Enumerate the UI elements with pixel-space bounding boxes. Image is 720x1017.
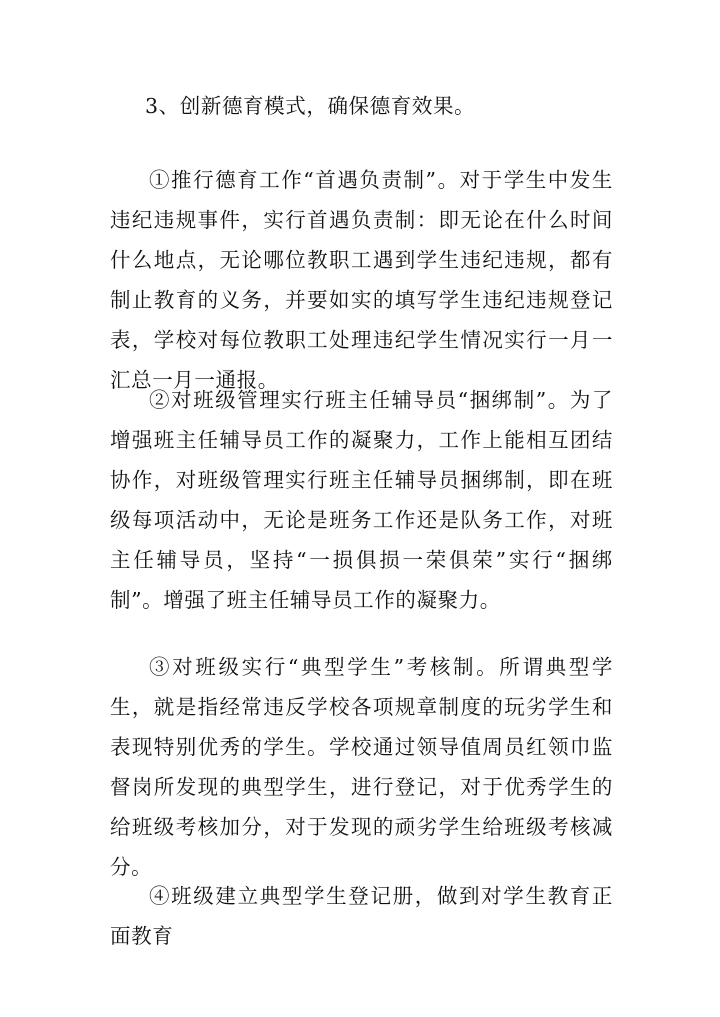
paragraph-first-contact-responsibility: ①推行德育工作“首遇负责制”。对于学生中发生违纪违规事件，实行首遇负责制：即无论在什么时间什么地点，无论哪位教职工遇到学生违纪违规，都有制止教育的义务，并要如实的填写学生违纪违规登记表，学校对每位教职工处理违纪学生情况实行一月一汇总一月一通报。 (110, 168, 613, 392)
paragraph-class-management-binding: ②对班级管理实行班主任辅导员“捆绑制”。为了增强班主任辅导员工作的凝聚力，工作上能相互团结协作，对班级管理实行班主任辅导员捆绑制，即在班级每项活动中，无论是班务工作还是队务工作，对班主任辅导员，坚持“一损俱损一荣俱荣”实行“捆绑制”。增强了班主任辅导员工作的凝聚力。 (110, 388, 613, 612)
section-heading: 3、创新德育模式，确保德育效果。 (145, 94, 476, 118)
paragraph-student-register: ④班级建立典型学生登记册，做到对学生教育正面教育 (110, 884, 613, 948)
paragraph-typical-student-assessment: ③对班级实行“典型学生”考核制。所谓典型学生，就是指经常违反学校各项规章制度的玩劣学生和表现特别优秀的学生。学校通过领导值周员红领巾监督岗所发现的典型学生，进行登记，对于优秀学生的给班级考核加分，对于发现的顽劣学生给班级考核减分。 (110, 655, 613, 879)
